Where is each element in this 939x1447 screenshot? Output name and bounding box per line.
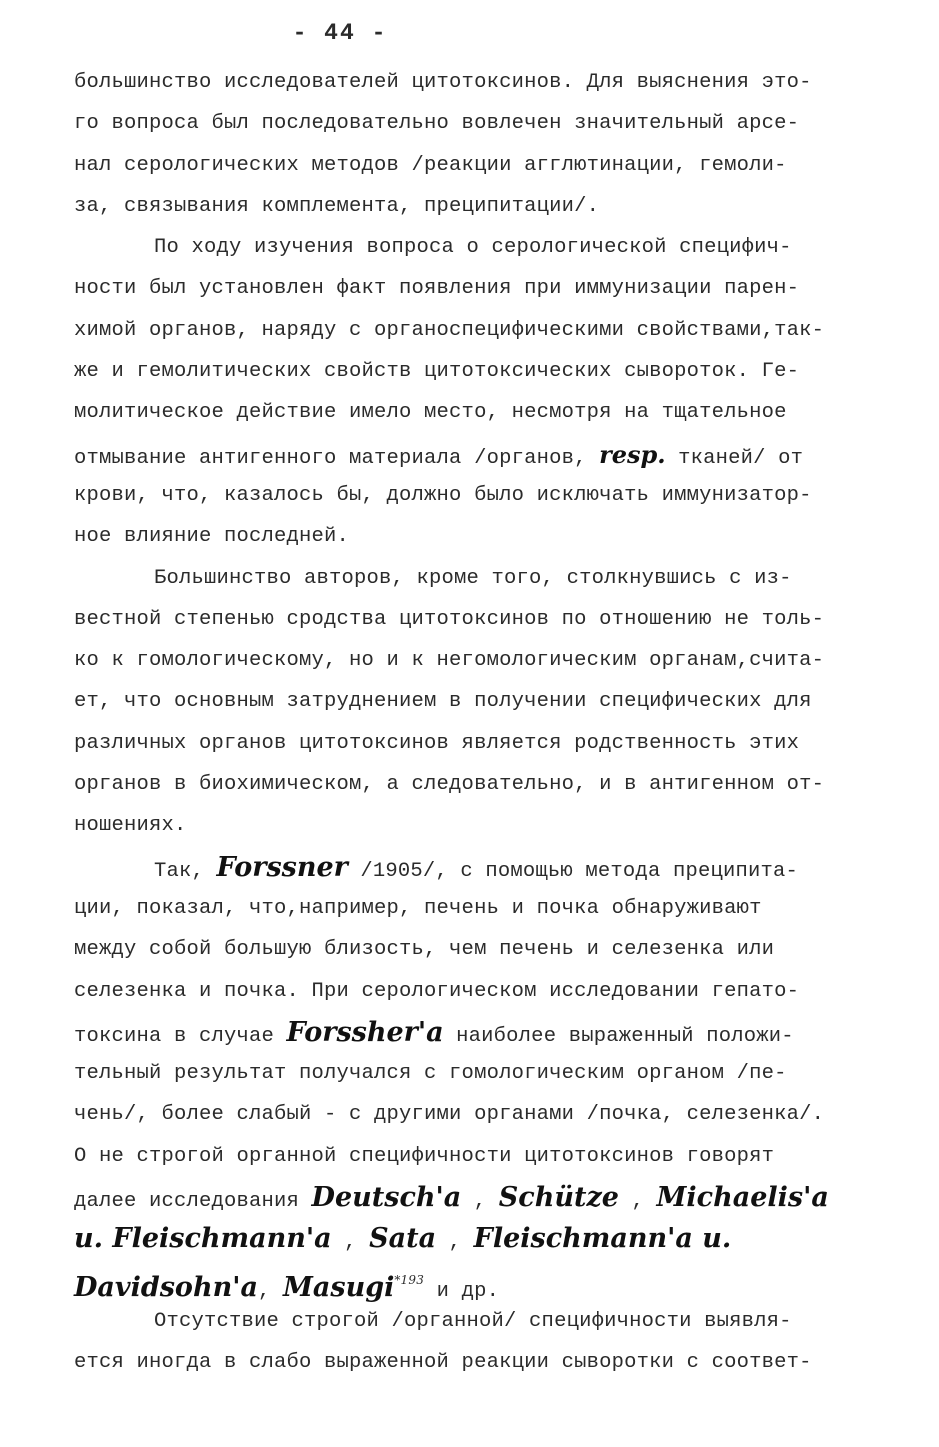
handwritten-insert: resp.: [599, 439, 666, 469]
text-line: органов в биохимическом, а следовательно, и в антигенном от-: [74, 773, 825, 797]
text-line: ности был установлен факт появления при иммунизации парен-: [74, 277, 800, 301]
text-segment: ,: [331, 1231, 370, 1255]
handwritten-author-name: Schütze: [498, 1182, 619, 1214]
text-segment: и др.: [424, 1279, 500, 1303]
text-line: различных органов цитотоксинов является родственность этих: [74, 731, 800, 755]
text-line: [74, 1218, 874, 1259]
text-line: ется иногда в слабо выраженной реакции сыворотки с соответ-: [74, 1351, 812, 1375]
text-line: за, связывания комплемента, преципитации/.: [74, 194, 600, 218]
paragraph-start-line: Отсутствие строгой /органной/ специфичности выявля-: [154, 1309, 792, 1333]
text-segment: ,: [618, 1190, 657, 1214]
text-line: ет, что основным затруднением в получении специфических для: [74, 690, 812, 714]
text-line: О не строгой органной специфичности цитотоксинов говорят: [74, 1144, 775, 1168]
handwritten-author-name: u. Fleischmann'a: [74, 1223, 332, 1255]
paragraph-start-line: По ходу изучения вопроса о серологической специфич-: [154, 236, 792, 260]
text-segment: ,: [436, 1231, 474, 1255]
reference-superscript: *193: [394, 1272, 425, 1287]
text-line: тельный результат получался с гомологическим органом /пе-: [74, 1062, 787, 1086]
paragraph-start-line: Большинство авторов, кроме того, столкнувшись с из-: [154, 566, 792, 590]
handwritten-author-name: Davidsohn'a: [74, 1271, 258, 1303]
text-segment: ,: [257, 1279, 283, 1303]
text-line: [74, 1177, 874, 1218]
handwritten-author-name: Masugi: [282, 1271, 395, 1303]
text-line: го вопроса был последовательно вовлечен значительный арсе-: [74, 112, 800, 136]
text-line: нал серологических методов /реакции агглютинации, гемоли-: [74, 153, 787, 177]
text-segment: Так,: [154, 859, 217, 883]
text-line: чень/, более слабый - с другими органами /почка, селезенка/.: [74, 1103, 825, 1127]
handwritten-author-name: Fleischmann'a: [473, 1223, 693, 1255]
text-segment: ,: [461, 1190, 499, 1214]
page-number: - 44 -: [292, 20, 388, 46]
text-line: селезенка и почка. При серологическом исследовании гепато-: [74, 979, 800, 1003]
handwritten-author-name: Forssner: [216, 851, 348, 883]
handwritten-author-name: Sata: [369, 1223, 437, 1255]
text-segment: тканей/ от: [665, 446, 804, 470]
text-line: ношениях.: [74, 814, 187, 838]
text-line: [74, 1260, 874, 1301]
text-line: же и гемолитических свойств цитотоксических сывороток. Ге-: [74, 360, 800, 384]
text-line: вестной степенью сродства цитотоксинов по отношению не толь-: [74, 607, 825, 631]
text-line: [74, 434, 874, 475]
text-segment: далее исследования: [74, 1190, 312, 1214]
paragraph-start-line: [74, 847, 874, 888]
text-line: ко к гомологическому, но и к негомологическим органам,счита-: [74, 649, 825, 673]
text-segment: токсина в случае: [74, 1024, 287, 1048]
text-segment: /1905/, с помощью метода преципита-: [347, 859, 798, 883]
handwritten-author-name: Forssher'a: [286, 1016, 444, 1048]
text-line: [74, 1012, 874, 1053]
text-line: молитическое действие имело место, несмотря на тщательное: [74, 401, 787, 425]
text-line: большинство исследователей цитотоксинов. Для выяснения это-: [74, 71, 812, 94]
text-line: крови, что, казалось бы, должно было исключать иммунизатор-: [74, 483, 812, 507]
handwritten-conjunction: u.: [692, 1223, 732, 1255]
text-line: ное влияние последней.: [74, 525, 350, 549]
text-segment: наиболее выраженный положи-: [443, 1024, 794, 1048]
handwritten-author-name: Deutsch'a: [311, 1182, 462, 1214]
body-text: [74, 62, 874, 1384]
text-segment: отмывание антигенного материала /органов,: [74, 446, 600, 470]
text-line: ции, показал, что,например, печень и почка обнаруживают: [74, 896, 762, 920]
handwritten-author-name: Michaelis'a: [656, 1182, 829, 1214]
text-line: между собой большую близость, чем печень и селезенка или: [74, 938, 775, 962]
text-line: химой органов, наряду с органоспецифическими свойствами,так-: [74, 318, 825, 342]
